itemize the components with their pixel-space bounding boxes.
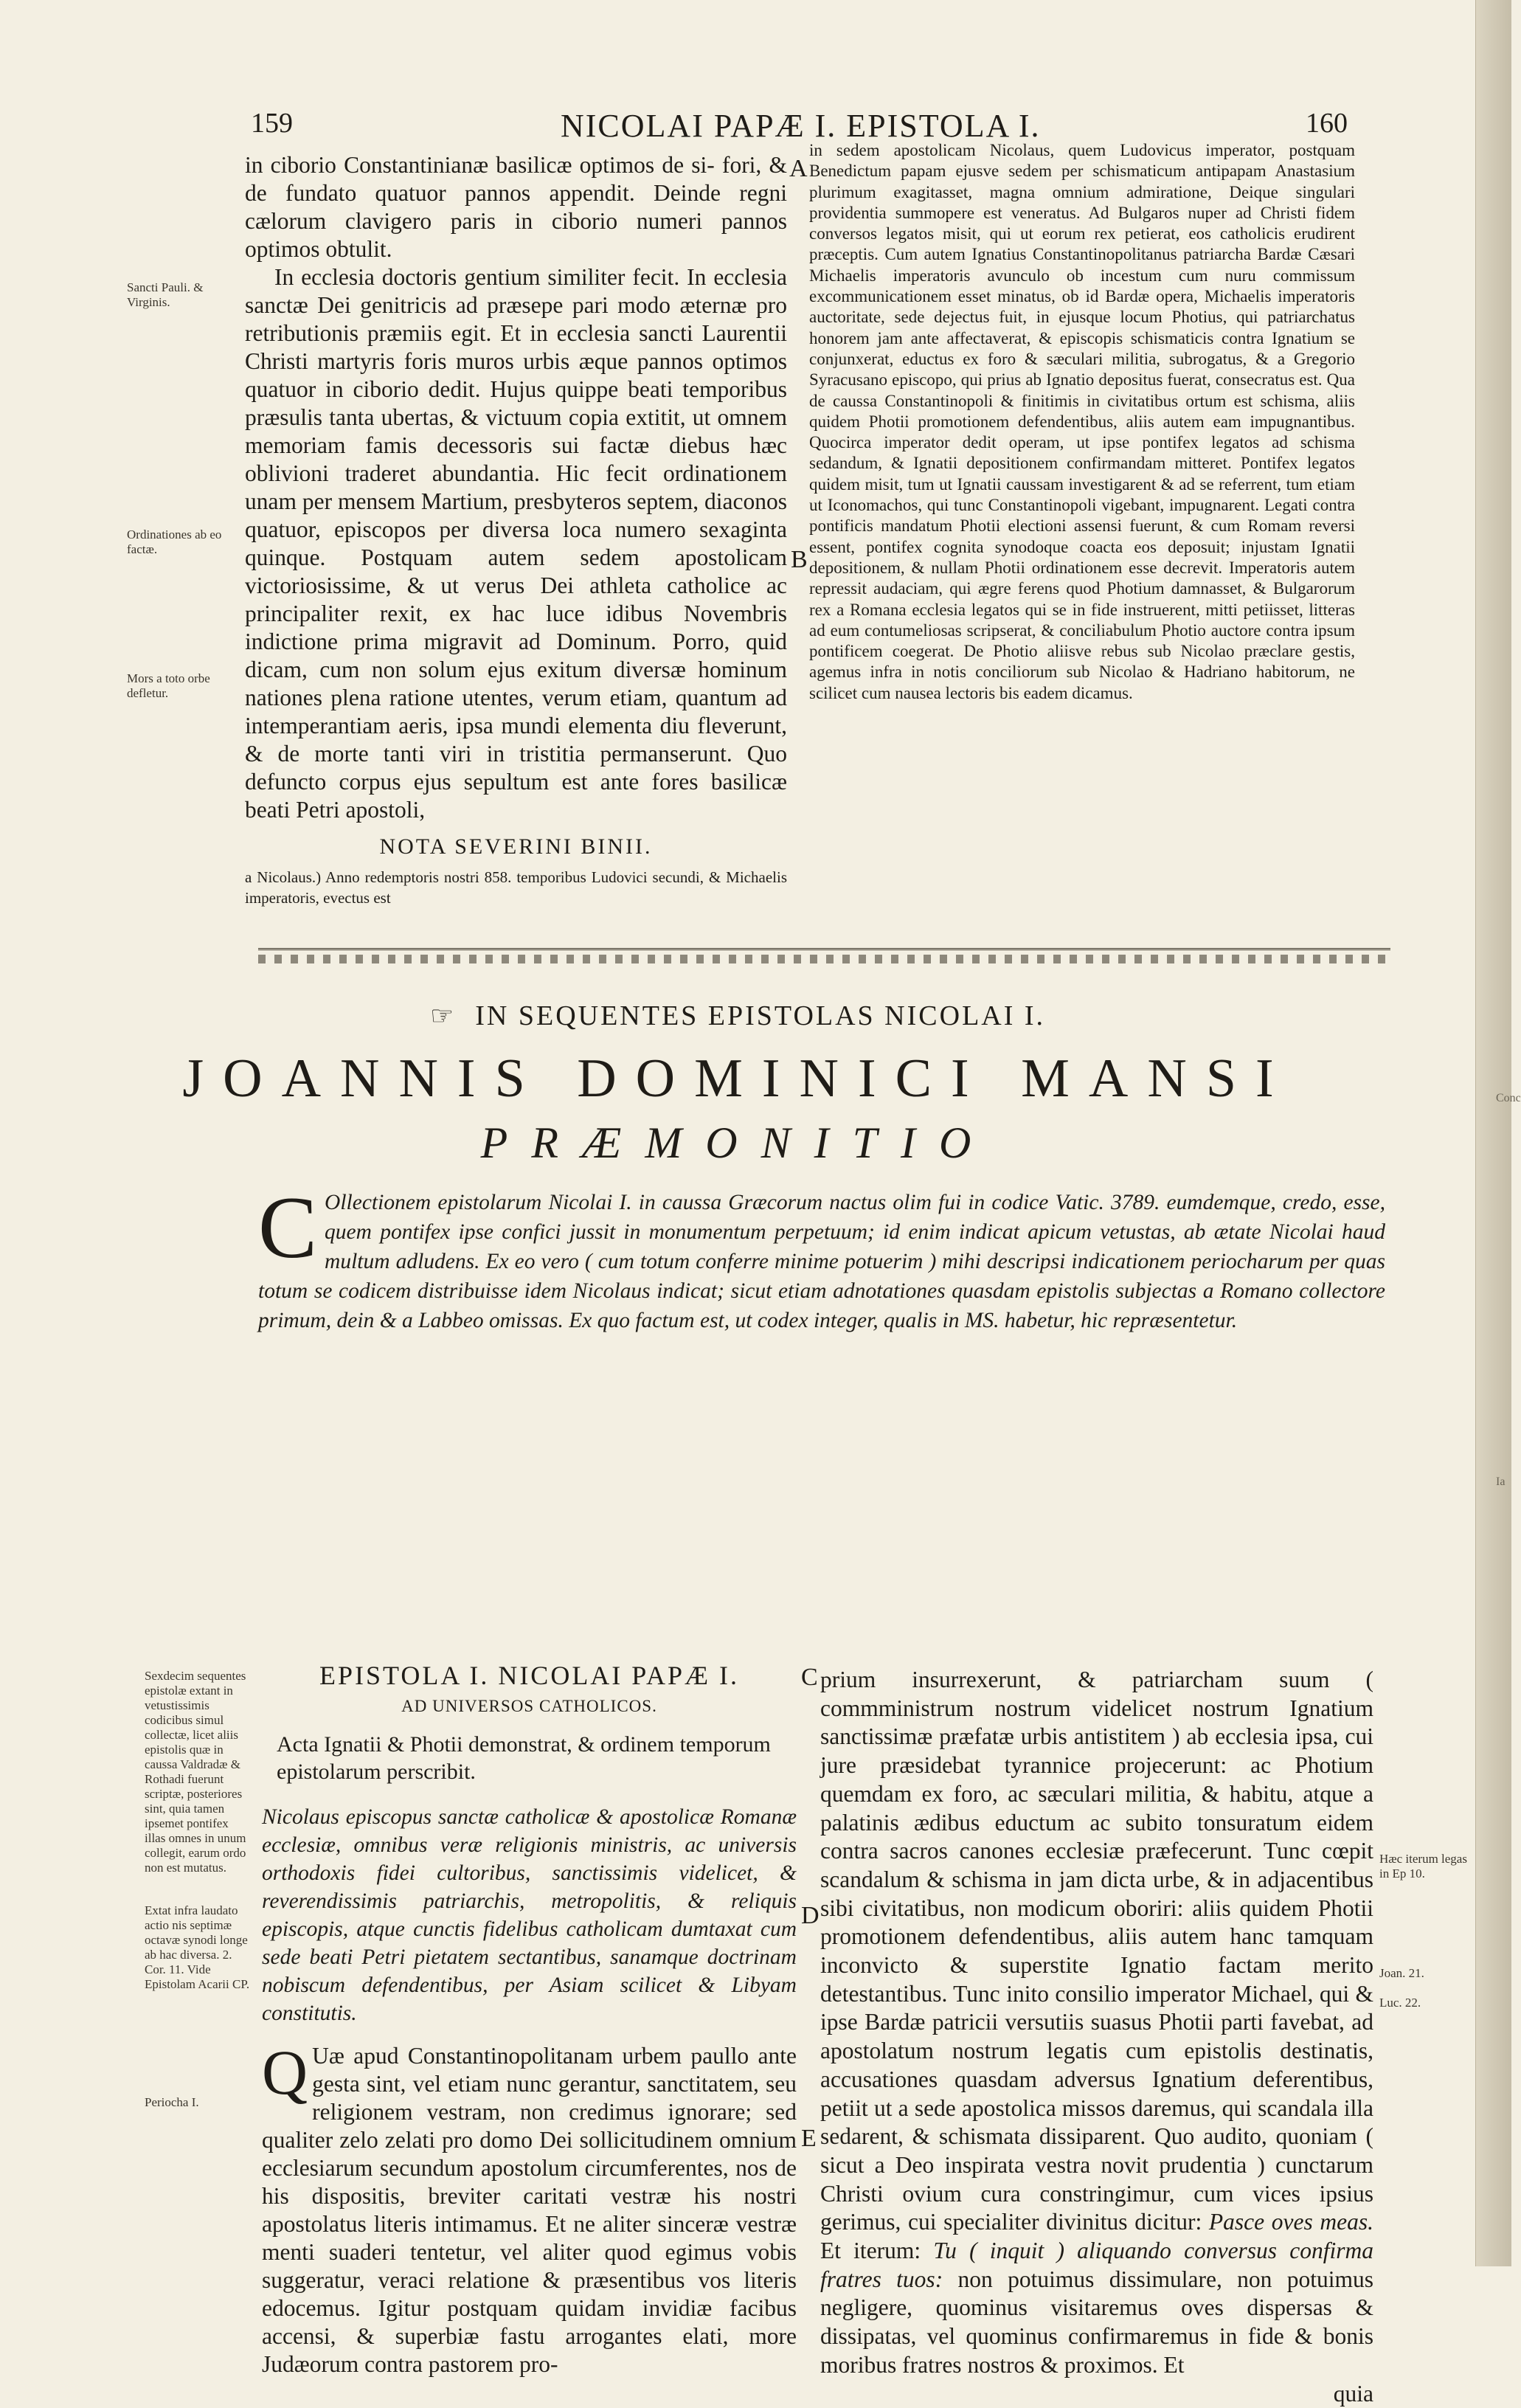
section-letter: B bbox=[791, 546, 808, 573]
margin-note: Sancti Pauli. & Virginis. bbox=[127, 280, 204, 309]
epistle-subtitle: AD UNIVERSOS CATHOLICOS. bbox=[401, 1697, 657, 1715]
note-heading: NOTA SEVERINI BINII. bbox=[379, 834, 653, 859]
paragraph: in ciborio Constantinianæ basilicæ optimos de si- fori, & de fundato quatuor pannos appendit. Deinde regni cælorum clavigero paris in ciborio numeri pannos optimos obtulit. bbox=[245, 152, 787, 262]
epistle-text: Uæ apud Constantinopolitanam urbem paullo ante gesta sint, vel etiam nunc gerantur, sanctitatem, seu religionem vestram, non credimus ignorare; sed qualiter zelo zelati pro domo Dei sollicitudinem omnium ecclesiarum secundum apostolum circumferentes, nos de his dispositis, breviter caritati vestræ his nostri apostolatus literis intimamus. Et ne aliter sinceræ vestræ menti suaderi tentetur, vel aliter quod egimus vobis suggeratur, veraci relatione & præsentibus vos literis edocemus. Igitur postquam quidam invidiæ facibus accensi, & superbiæ fastu arrogantes elati, more Judæorum contra pastorem pro- bbox=[262, 2043, 797, 2377]
section-letter: D bbox=[801, 1902, 820, 1929]
epistle-body-left bbox=[262, 2037, 797, 2378]
epistle-text: Et iterum: bbox=[820, 2238, 921, 2264]
scripture-quote: Pasce oves meas. bbox=[1208, 2209, 1374, 2235]
drop-capital: Q bbox=[262, 2037, 308, 2108]
epistle-text: non potuimus dissimulare, non potuimus negligere, quominus visitaremus oves dispersas & dissipatas, vel quominus confirmaremus in fide & bonis moribus fratres nostros & proximos. Et bbox=[820, 2266, 1374, 2378]
running-title: NICOLAI PAPÆ I. EPISTOLA I. bbox=[561, 108, 1041, 144]
right-page-number: 160 bbox=[1306, 108, 1348, 139]
gutter-mark: Ia bbox=[1496, 1475, 1506, 1488]
top-left-column bbox=[245, 151, 787, 908]
ornamental-rule bbox=[258, 948, 1390, 969]
paragraph: In ecclesia doctoris gentium similiter fecit. In ecclesia sanctæ Dei genitricis ad præsepe pari modo æternæ pro retributionis præmiis egit. Et in ecclesia sancti Laurentii Christi martyris foris muros urbis æque pannos optimos quatuor in ciborio dedit. Hujus quippe beati temporibus præsulis tanta ubertas, & victuum copia extitit, ut omnem memoriam famis decessoris sui factæ diebus hæc oblivioni traderet abundantia. Hic fecit ordinationem unam per mensem Martium, presbyteros septem, diaconos quatuor, episcopos per diversa loca numero sexaginta quinque. Postquam autem sedem apostolicam victoriosissime, & ut verus Dei athleta catholice ac principaliter rexit, ex hac luce idibus Novembris indictione prima migravit ad Dominum. Porro, quid dicam, cum non solum ejus exitum diversæ hominum nationes plena ratione utentes, verum etiam, quantum ad intemperantiam aeris, ipsa mundi elementa diu fleverunt, & de morte tanti viri in tristitia permanserunt. Quo defuncto corpus ejus sepultum est ante fores basilicæ beati Petri apostoli, bbox=[245, 264, 787, 823]
binding-gutter bbox=[1475, 0, 1511, 2266]
margin-note: Joan. 21. bbox=[1379, 1966, 1424, 1980]
preface-text: Ollectionem epistolarum Nicolai I. in caussa Græcorum nactus olim fui in codice Vatic. 3789. eumdemque, credo, esse, quem pontifex ipse confici jussit in monumentum perpetuum; id enim indicat apicum vetustas, ab ætate Nicolai haud multum adludens. Ex eo vero ( cum totum conferre minime potuerim ) mihi descripsi indicationem periocharum per quas totum se codicem distribuisse idem Nicolaus indicat; sicut etiam adnotationes quasdam epistolis subjectas a Romano collectore primum, dein & a Labbeo omissas. Ex quo factum est, ut codex integer, qualis in MS. habetur, hic repræsentetur. bbox=[258, 1191, 1385, 1332]
margin-note: Hæc iterum legas in Ep 10. bbox=[1379, 1852, 1467, 1881]
preface-heading-text: IN SEQUENTES EPISTOLAS NICOLAI I. bbox=[475, 1000, 1046, 1031]
epistle-summary: Acta Ignatii & Photii demonstrat, & ordinem temporum epistolarum perscribit. bbox=[277, 1732, 771, 1784]
epistle-title: EPISTOLA I. NICOLAI PAPÆ I. bbox=[319, 1661, 740, 1690]
section-letter: C bbox=[801, 1664, 818, 1691]
epistle-left-column bbox=[262, 1661, 797, 2378]
margin-note: Extat infra laudato actio nis septimæ octavæ synodi longe ab hac diversa. 2. Cor. 11. Vide Epistolam Acarii CP. bbox=[145, 1903, 250, 1991]
catchword: quia bbox=[1333, 2380, 1373, 2407]
margin-note: Periocha I. bbox=[145, 2095, 199, 2109]
gutter-mark: Conc bbox=[1496, 1092, 1521, 1104]
margin-note: Ordinationes ab eo factæ. bbox=[127, 527, 222, 556]
pointing-hand-icon: ☞ bbox=[429, 1001, 457, 1031]
margin-note: Luc. 22. bbox=[1379, 1996, 1421, 2010]
margin-note: Sexdecim sequentes epistolæ extant in vetustissimis codicibus simul collectæ, licet aliis epistolis quæ in caussa Valdradæ & Rothadi fuerunt scriptæ, posteriores sint, quia tamen ipsemet pontifex illas omnes in unum collegit, earum ordo non est mutatus. bbox=[145, 1669, 246, 1875]
preface-heading bbox=[0, 1000, 1475, 1032]
epistle-salutation: Nicolaus episcopus sanctæ catholicæ & apostolicæ Romanæ ecclesiæ, omnibus veræ religionis ministris, ac universis orthodoxis fidei cultoribus, sanctissimis videlicet, & reverendissimis patriarchis, metropolitis, & reliquis episcopis, atque cunctis fidelibus catholicam dumtaxat cum sede beati Petri pietatem sectantibus, sanamque doctrinam nobiscum defendentibus, per Asiam scilicet & Libyam constitutis. bbox=[262, 1805, 797, 2025]
preface-title: PRÆMONITIO bbox=[480, 1118, 995, 1167]
footnote: a Nicolaus.) Anno redemptoris nostri 858. temporibus Ludovici secundi, & Michaelis imperatoris, evectus est bbox=[245, 868, 787, 907]
epistle-body-right bbox=[820, 1666, 1373, 2380]
preface-text-block bbox=[258, 1178, 1385, 1335]
epistle-text: prium insurrexerunt, & patriarcham suum ( commministrum nostrum videlicet nostrum Ignatium sanctissimæ præfatæ urbis antistitem ) ab ecclesia ipsa, cui jure præsidebat tyrannice projecerunt: ac Photium quemdam ex foro, ac sæculari militia, & habitu, atque a palatinis ædibus eductum ac subito tonsuratum eidem contra sacros canones ecclesiæ præfecerunt. Tunc cœpit scandalum & schisma in jam dicta urbe, & in adjacentibus sibi civitatibus, non modicum oboriri: aliis quidem Photii promotionem defendentibus, aliis autem hanc tamquam inconvicto & superstite Ignatio factam merito detestantibus. Tunc inito consilio imperator Michael, qui & ipse Bardæ patricii versutiis suasus Photii parti favebat, ad apostolatum nostrum legatis cum epistolis destinatis, accusationes quasdam adversus Ignatium deferentibus, petiit ut a sede apostolica missos daremus, qui scandala illa sedarent, & schismata dissiparent. Quo audito, quoniam ( sicut a Deo inspirata vestra novit prudentia ) cunctarum Christi ovium cura constringimur, cum vices ipsius gerimus, cui specialiter divinitus dicitur: bbox=[820, 1667, 1373, 2235]
left-page-number: 159 bbox=[251, 108, 293, 139]
epistle-right-column bbox=[820, 1666, 1373, 2408]
top-right-column bbox=[809, 140, 1355, 878]
paragraph: in sedem apostolicam Nicolaus, quem Ludovicus imperator, postquam Benedictum papam ejusve sedem per schismaticum antipapam Anastasium plurimum exagitasset, magna omnium admiratione, Deique singulari providentia summopere est veneratus. Ad Bulgaros nuper ad Christi fidem conversos legatos misit, qui ut eorum rex petierat, eos catholicis erudirent præceptis. Cum autem Ignatius Constantinopolitanus patriarcha Bardæ Cæsari Michaelis imperatoris avunculo ob incestum cum nuru commissum excommunicationem esset minatus, ob id Bardæ opera, Michaelis imperatoris auctoritate, sede dejectus fuit, in ejusque locum Photius, qui patriarchatus honorem jam ante affectaverat, & episcopis schismaticis contra Ignatium se conjunxerat, eductus ex foro & sæculari militia, subrogatus, & a Gregorio Syracusano episcopo, qui prius ab Ignatio depositus fuerat, consecratus est. Qua de caussa Constantinopoli & finitimis in civitatibus ortum est schisma, aliis quidem Photii promotionem defendentibus, aliis autem eam impugnantibus. Quocirca imperator dedit operam, ut ipse pontifex legatos ad schisma sedandum, & Ignatii depositionem confirmandam mitteret. Pontifex legatos quidem misit, tum ut Ignatii caussam investigarent & ad se referrent, tum etiam ut Iconomachos, qui tunc Constantinopoli vigebant, impugnarent. Legati contra pontificis mandatum Photii electioni assensi fuerunt, & cum Romam reversi essent, pontifex cognita synodoque coacta eos deposuit; injustam Ignatii depositionem, & nullam Photii ordinationem esse decrevit. Imperatoris autem repressit audaciam, qui ægre ferens quod Photium damnasset, & Bulgarorum rex a Romana ecclesia legatos qui se in fide instruerent, mitti petiisset, litteras ad eum contumeliosas scripserat, & conciliabulum Photio auctore contra ipsum pontificem coegerat. De Photio aliisve rebus sub Nicolao præclare gestis, agemus infra in notis conciliorum sub Nicolao & Hadriano habitorum, ne scilicet cum nausea lectoris bis eadem dicamus. bbox=[809, 141, 1355, 702]
preface-author: JOANNIS DOMINICI MANSI bbox=[182, 1048, 1293, 1109]
section-letter: A bbox=[789, 155, 808, 182]
scripture-quote: Tu ( inquit ) aliquando conversus confirma fratres tuos: bbox=[820, 2238, 1374, 2292]
margin-note: Mors a toto orbe defletur. bbox=[127, 671, 210, 700]
drop-capital: C bbox=[258, 1178, 318, 1276]
section-letter: E bbox=[801, 2125, 817, 2152]
